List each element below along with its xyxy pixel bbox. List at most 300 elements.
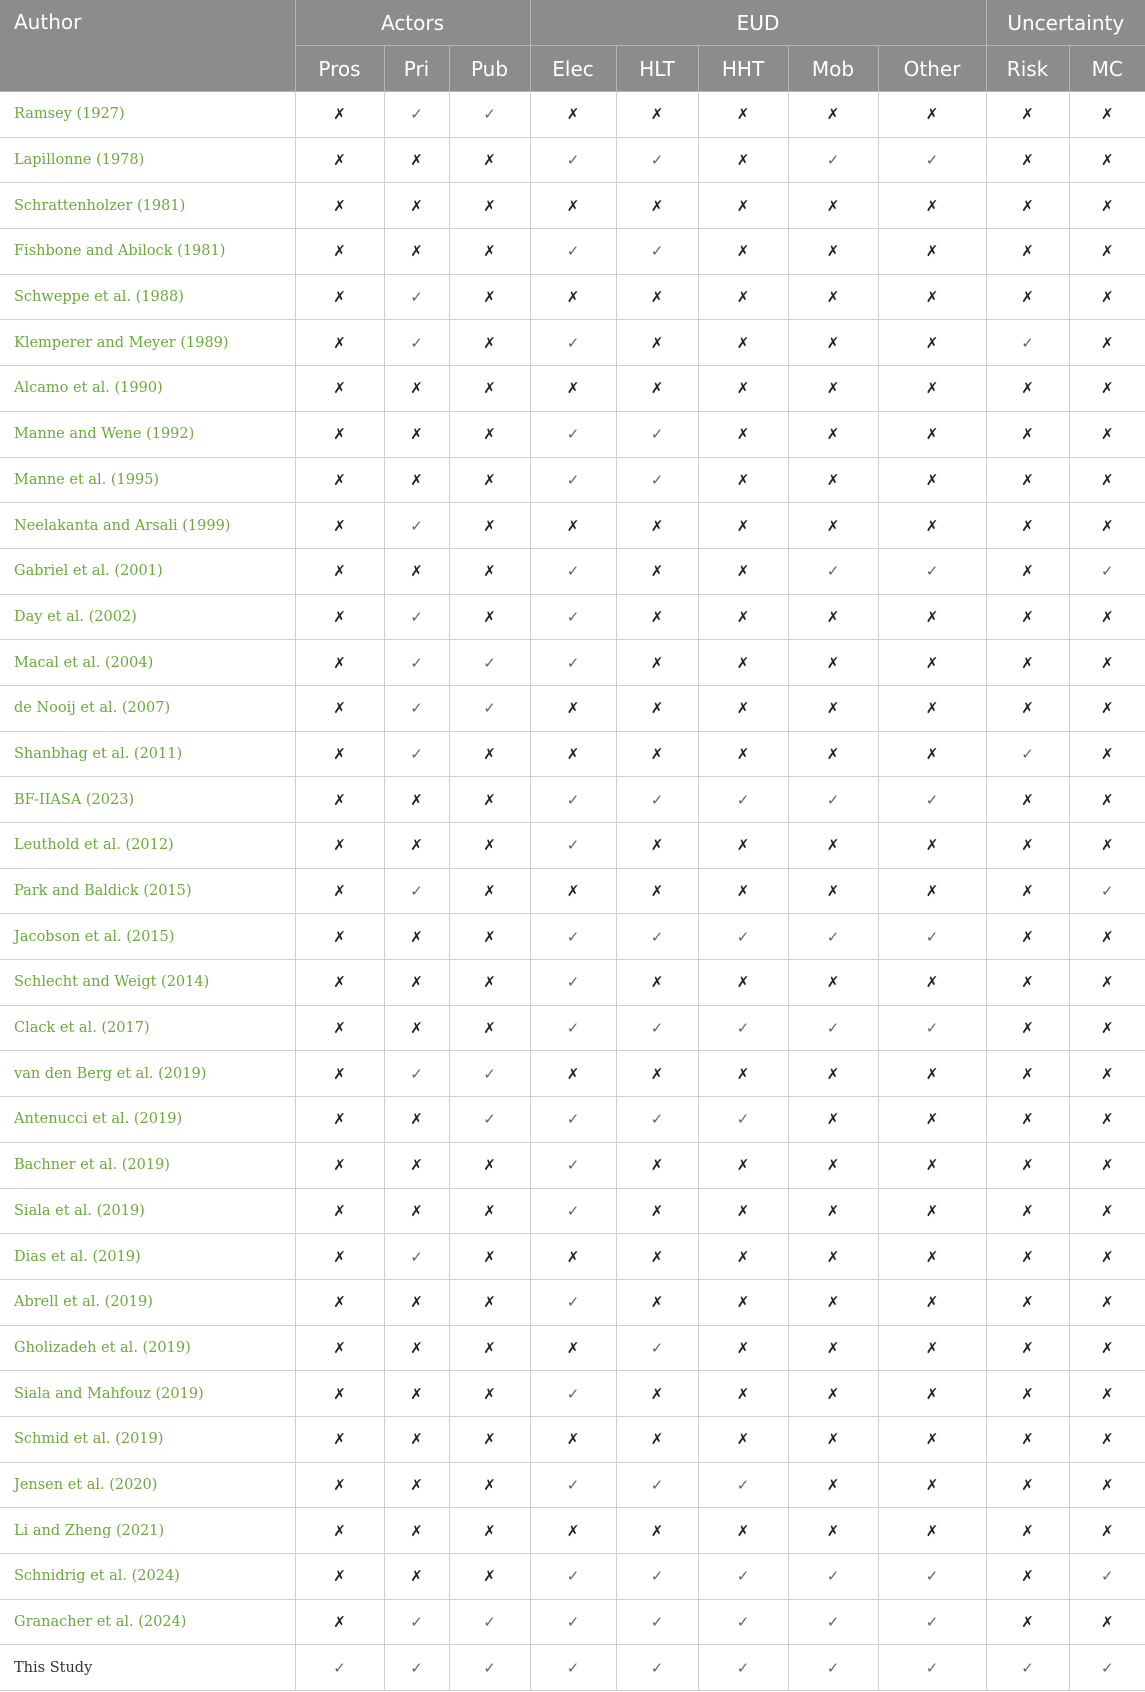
cross-mark-icon-risk: ✗ xyxy=(986,1599,1069,1645)
cross-mark-icon-pros: ✗ xyxy=(295,1554,384,1600)
check-mark-icon-elec: ✓ xyxy=(530,594,616,640)
check-mark-icon-mob: ✓ xyxy=(788,777,878,823)
author-cell[interactable]: Schnidrig et al. (2024) xyxy=(0,1554,295,1600)
table-row xyxy=(0,457,1145,503)
cross-mark-icon-pri: ✗ xyxy=(384,1371,449,1417)
cross-mark-icon-pros: ✗ xyxy=(295,183,384,229)
check-mark-icon-other: ✓ xyxy=(878,1599,986,1645)
cross-mark-icon-mc: ✗ xyxy=(1069,92,1145,138)
cross-mark-icon-pros: ✗ xyxy=(295,1416,384,1462)
author-cell[interactable]: Manne and Wene (1992) xyxy=(0,411,295,457)
cross-mark-icon-pub: ✗ xyxy=(449,1005,530,1051)
cross-mark-icon-hlt: ✗ xyxy=(616,548,698,594)
author-cell[interactable]: Day et al. (2002) xyxy=(0,594,295,640)
cross-mark-icon-hht: ✗ xyxy=(698,183,788,229)
cross-mark-icon-pub: ✗ xyxy=(449,823,530,869)
cross-mark-icon-pub: ✗ xyxy=(449,1508,530,1554)
table-row xyxy=(0,1416,1145,1462)
check-mark-icon-hht: ✓ xyxy=(698,1462,788,1508)
table-row xyxy=(0,777,1145,823)
check-mark-icon-mob: ✓ xyxy=(788,548,878,594)
cross-mark-icon-mc: ✗ xyxy=(1069,1325,1145,1371)
cross-mark-icon-elec: ✗ xyxy=(530,366,616,412)
cross-mark-icon-other: ✗ xyxy=(878,1371,986,1417)
cross-mark-icon-mob: ✗ xyxy=(788,1462,878,1508)
cross-mark-icon-hht: ✗ xyxy=(698,320,788,366)
check-mark-icon-pri: ✓ xyxy=(384,274,449,320)
cross-mark-icon-pros: ✗ xyxy=(295,1097,384,1143)
check-mark-icon-pri: ✓ xyxy=(384,503,449,549)
cross-mark-icon-hlt: ✗ xyxy=(616,594,698,640)
cross-mark-icon-mob: ✗ xyxy=(788,503,878,549)
cross-mark-icon-mc: ✗ xyxy=(1069,731,1145,777)
check-mark-icon-pub: ✓ xyxy=(449,1097,530,1143)
cross-mark-icon-mob: ✗ xyxy=(788,1416,878,1462)
author-cell: This Study xyxy=(0,1645,295,1691)
cross-mark-icon-other: ✗ xyxy=(878,731,986,777)
cross-mark-icon-hht: ✗ xyxy=(698,1188,788,1234)
cross-mark-icon-risk: ✗ xyxy=(986,1097,1069,1143)
cross-mark-icon-mob: ✗ xyxy=(788,640,878,686)
check-mark-icon-elec: ✓ xyxy=(530,229,616,275)
column-header-mc: MC xyxy=(1069,46,1145,92)
cross-mark-icon-mob: ✗ xyxy=(788,411,878,457)
check-mark-icon-mob: ✓ xyxy=(788,1554,878,1600)
cross-mark-icon-pub: ✗ xyxy=(449,1554,530,1600)
check-mark-icon-hlt: ✓ xyxy=(616,1599,698,1645)
check-mark-icon-other: ✓ xyxy=(878,137,986,183)
cross-mark-icon-hht: ✗ xyxy=(698,137,788,183)
cross-mark-icon-pros: ✗ xyxy=(295,914,384,960)
cross-mark-icon-other: ✗ xyxy=(878,411,986,457)
table-row xyxy=(0,1599,1145,1645)
cross-mark-icon-hht: ✗ xyxy=(698,1051,788,1097)
cross-mark-icon-mob: ✗ xyxy=(788,1325,878,1371)
check-mark-icon-pub: ✓ xyxy=(449,640,530,686)
check-mark-icon-pub: ✓ xyxy=(449,1051,530,1097)
cross-mark-icon-mob: ✗ xyxy=(788,1234,878,1280)
check-mark-icon-pri: ✓ xyxy=(384,92,449,138)
cross-mark-icon-mc: ✗ xyxy=(1069,1234,1145,1280)
cross-mark-icon-elec: ✗ xyxy=(530,1325,616,1371)
cross-mark-icon-other: ✗ xyxy=(878,366,986,412)
cross-mark-icon-mc: ✗ xyxy=(1069,1462,1145,1508)
cross-mark-icon-other: ✗ xyxy=(878,92,986,138)
cross-mark-icon-other: ✗ xyxy=(878,183,986,229)
cross-mark-icon-hht: ✗ xyxy=(698,1508,788,1554)
cross-mark-icon-pri: ✗ xyxy=(384,823,449,869)
table-row xyxy=(0,1234,1145,1280)
author-cell[interactable]: Jacobson et al. (2015) xyxy=(0,914,295,960)
cross-mark-icon-other: ✗ xyxy=(878,274,986,320)
cross-mark-icon-mc: ✗ xyxy=(1069,457,1145,503)
check-mark-icon-elec: ✓ xyxy=(530,411,616,457)
cross-mark-icon-hht: ✗ xyxy=(698,1234,788,1280)
author-cell[interactable]: Antenucci et al. (2019) xyxy=(0,1097,295,1143)
check-mark-icon-hlt: ✓ xyxy=(616,914,698,960)
cross-mark-icon-hht: ✗ xyxy=(698,274,788,320)
cross-mark-icon-elec: ✗ xyxy=(530,92,616,138)
cross-mark-icon-pros: ✗ xyxy=(295,1599,384,1645)
author-cell[interactable]: Schlecht and Weigt (2014) xyxy=(0,960,295,1006)
cross-mark-icon-pros: ✗ xyxy=(295,366,384,412)
author-cell[interactable]: Leuthold et al. (2012) xyxy=(0,823,295,869)
cross-mark-icon-hht: ✗ xyxy=(698,92,788,138)
cross-mark-icon-pros: ✗ xyxy=(295,274,384,320)
cross-mark-icon-risk: ✗ xyxy=(986,823,1069,869)
cross-mark-icon-risk: ✗ xyxy=(986,1325,1069,1371)
table-row xyxy=(0,1188,1145,1234)
check-mark-icon-hlt: ✓ xyxy=(616,1005,698,1051)
check-mark-icon-hlt: ✓ xyxy=(616,137,698,183)
uncertainty-group-header: Uncertainty xyxy=(986,0,1145,46)
cross-mark-icon-pri: ✗ xyxy=(384,1416,449,1462)
table-body xyxy=(0,92,1145,1691)
cross-mark-icon-risk: ✗ xyxy=(986,868,1069,914)
cross-mark-icon-pros: ✗ xyxy=(295,1142,384,1188)
cross-mark-icon-pub: ✗ xyxy=(449,548,530,594)
check-mark-icon-pub: ✓ xyxy=(449,92,530,138)
cross-mark-icon-pub: ✗ xyxy=(449,366,530,412)
check-mark-icon-pri: ✓ xyxy=(384,685,449,731)
cross-mark-icon-pub: ✗ xyxy=(449,914,530,960)
cross-mark-icon-hht: ✗ xyxy=(698,1142,788,1188)
cross-mark-icon-mob: ✗ xyxy=(788,274,878,320)
cross-mark-icon-pub: ✗ xyxy=(449,731,530,777)
cross-mark-icon-pri: ✗ xyxy=(384,457,449,503)
cross-mark-icon-hht: ✗ xyxy=(698,731,788,777)
author-cell[interactable]: Jensen et al. (2020) xyxy=(0,1462,295,1508)
cross-mark-icon-elec: ✗ xyxy=(530,183,616,229)
cross-mark-icon-hlt: ✗ xyxy=(616,1051,698,1097)
cross-mark-icon-mc: ✗ xyxy=(1069,1142,1145,1188)
check-mark-icon-pub: ✓ xyxy=(449,1645,530,1691)
cross-mark-icon-pri: ✗ xyxy=(384,777,449,823)
cross-mark-icon-hlt: ✗ xyxy=(616,1142,698,1188)
cross-mark-icon-risk: ✗ xyxy=(986,1051,1069,1097)
cross-mark-icon-mc: ✗ xyxy=(1069,411,1145,457)
check-mark-icon-elec: ✓ xyxy=(530,1005,616,1051)
cross-mark-icon-other: ✗ xyxy=(878,640,986,686)
cross-mark-icon-risk: ✗ xyxy=(986,1279,1069,1325)
cross-mark-icon-mob: ✗ xyxy=(788,183,878,229)
author-cell[interactable]: van den Berg et al. (2019) xyxy=(0,1051,295,1097)
author-cell[interactable]: Bachner et al. (2019) xyxy=(0,1142,295,1188)
author-cell[interactable]: Neelakanta and Arsali (1999) xyxy=(0,503,295,549)
cross-mark-icon-risk: ✗ xyxy=(986,366,1069,412)
check-mark-icon-hlt: ✓ xyxy=(616,411,698,457)
column-header-risk: Risk xyxy=(986,46,1069,92)
author-cell[interactable]: Siala et al. (2019) xyxy=(0,1188,295,1234)
check-mark-icon-elec: ✓ xyxy=(530,1554,616,1600)
cross-mark-icon-pub: ✗ xyxy=(449,960,530,1006)
cross-mark-icon-pri: ✗ xyxy=(384,1142,449,1188)
check-mark-icon-elec: ✓ xyxy=(530,1097,616,1143)
cross-mark-icon-mc: ✗ xyxy=(1069,1097,1145,1143)
cross-mark-icon-pros: ✗ xyxy=(295,1325,384,1371)
cross-mark-icon-mc: ✗ xyxy=(1069,366,1145,412)
author-cell[interactable]: Schrattenholzer (1981) xyxy=(0,183,295,229)
cross-mark-icon-hht: ✗ xyxy=(698,640,788,686)
check-mark-icon-mc: ✓ xyxy=(1069,868,1145,914)
cross-mark-icon-pub: ✗ xyxy=(449,1234,530,1280)
cross-mark-icon-mc: ✗ xyxy=(1069,183,1145,229)
cross-mark-icon-mob: ✗ xyxy=(788,457,878,503)
cross-mark-icon-pros: ✗ xyxy=(295,594,384,640)
cross-mark-icon-elec: ✗ xyxy=(530,868,616,914)
cross-mark-icon-other: ✗ xyxy=(878,823,986,869)
check-mark-icon-pri: ✓ xyxy=(384,1234,449,1280)
check-mark-icon-mc: ✓ xyxy=(1069,1645,1145,1691)
check-mark-icon-other: ✓ xyxy=(878,1645,986,1691)
check-mark-icon-pros: ✓ xyxy=(295,1645,384,1691)
author-cell[interactable]: Fishbone and Abilock (1981) xyxy=(0,229,295,275)
actors-group-header: Actors xyxy=(295,0,530,46)
check-mark-icon-elec: ✓ xyxy=(530,1188,616,1234)
cross-mark-icon-risk: ✗ xyxy=(986,229,1069,275)
cross-mark-icon-mc: ✗ xyxy=(1069,640,1145,686)
cross-mark-icon-other: ✗ xyxy=(878,1462,986,1508)
cross-mark-icon-pri: ✗ xyxy=(384,183,449,229)
cross-mark-icon-mc: ✗ xyxy=(1069,1371,1145,1417)
check-mark-icon-elec: ✓ xyxy=(530,1371,616,1417)
cross-mark-icon-pros: ✗ xyxy=(295,777,384,823)
cross-mark-icon-pri: ✗ xyxy=(384,411,449,457)
cross-mark-icon-mc: ✗ xyxy=(1069,1005,1145,1051)
check-mark-icon-hht: ✓ xyxy=(698,914,788,960)
cross-mark-icon-elec: ✗ xyxy=(530,503,616,549)
cross-mark-icon-mob: ✗ xyxy=(788,685,878,731)
cross-mark-icon-hht: ✗ xyxy=(698,960,788,1006)
check-mark-icon-pri: ✓ xyxy=(384,1645,449,1691)
cross-mark-icon-risk: ✗ xyxy=(986,411,1069,457)
cross-mark-icon-pub: ✗ xyxy=(449,137,530,183)
author-cell[interactable]: Lapillonne (1978) xyxy=(0,137,295,183)
author-cell[interactable]: BF-IIASA (2023) xyxy=(0,777,295,823)
author-cell[interactable]: Schmid et al. (2019) xyxy=(0,1416,295,1462)
cross-mark-icon-pub: ✗ xyxy=(449,1371,530,1417)
cross-mark-icon-other: ✗ xyxy=(878,1416,986,1462)
cross-mark-icon-pros: ✗ xyxy=(295,1508,384,1554)
cross-mark-icon-other: ✗ xyxy=(878,868,986,914)
cross-mark-icon-mob: ✗ xyxy=(788,1097,878,1143)
cross-mark-icon-pros: ✗ xyxy=(295,1462,384,1508)
author-cell[interactable]: Clack et al. (2017) xyxy=(0,1005,295,1051)
cross-mark-icon-pri: ✗ xyxy=(384,366,449,412)
cross-mark-icon-pri: ✗ xyxy=(384,1279,449,1325)
cross-mark-icon-hht: ✗ xyxy=(698,823,788,869)
check-mark-icon-mob: ✓ xyxy=(788,914,878,960)
cross-mark-icon-hlt: ✗ xyxy=(616,1371,698,1417)
author-cell[interactable]: Gabriel et al. (2001) xyxy=(0,548,295,594)
cross-mark-icon-pub: ✗ xyxy=(449,457,530,503)
check-mark-icon-hlt: ✓ xyxy=(616,1462,698,1508)
cross-mark-icon-other: ✗ xyxy=(878,1325,986,1371)
check-mark-icon-mob: ✓ xyxy=(788,1645,878,1691)
check-mark-icon-hht: ✓ xyxy=(698,777,788,823)
check-mark-icon-elec: ✓ xyxy=(530,640,616,686)
cross-mark-icon-mc: ✗ xyxy=(1069,594,1145,640)
column-header-pros: Pros xyxy=(295,46,384,92)
cross-mark-icon-pros: ✗ xyxy=(295,137,384,183)
cross-mark-icon-hlt: ✗ xyxy=(616,640,698,686)
cross-mark-icon-pros: ✗ xyxy=(295,960,384,1006)
cross-mark-icon-mc: ✗ xyxy=(1069,1279,1145,1325)
cross-mark-icon-hlt: ✗ xyxy=(616,960,698,1006)
table-row xyxy=(0,503,1145,549)
cross-mark-icon-mob: ✗ xyxy=(788,1142,878,1188)
cross-mark-icon-other: ✗ xyxy=(878,1279,986,1325)
cross-mark-icon-mc: ✗ xyxy=(1069,137,1145,183)
author-cell[interactable]: Gholizadeh et al. (2019) xyxy=(0,1325,295,1371)
check-mark-icon-hht: ✓ xyxy=(698,1645,788,1691)
cross-mark-icon-hht: ✗ xyxy=(698,366,788,412)
cross-mark-icon-risk: ✗ xyxy=(986,594,1069,640)
table-row xyxy=(0,411,1145,457)
author-cell[interactable]: de Nooij et al. (2007) xyxy=(0,685,295,731)
column-header-mob: Mob xyxy=(788,46,878,92)
table-row xyxy=(0,1142,1145,1188)
cross-mark-icon-risk: ✗ xyxy=(986,548,1069,594)
check-mark-icon-pri: ✓ xyxy=(384,1599,449,1645)
cross-mark-icon-hht: ✗ xyxy=(698,594,788,640)
cross-mark-icon-hlt: ✗ xyxy=(616,366,698,412)
check-mark-icon-other: ✓ xyxy=(878,1005,986,1051)
cross-mark-icon-mc: ✗ xyxy=(1069,1051,1145,1097)
cross-mark-icon-risk: ✗ xyxy=(986,1462,1069,1508)
cross-mark-icon-other: ✗ xyxy=(878,320,986,366)
check-mark-icon-hht: ✓ xyxy=(698,1599,788,1645)
author-cell[interactable]: Abrell et al. (2019) xyxy=(0,1279,295,1325)
cross-mark-icon-mc: ✗ xyxy=(1069,1599,1145,1645)
cross-mark-icon-risk: ✗ xyxy=(986,1234,1069,1280)
cross-mark-icon-mc: ✗ xyxy=(1069,1188,1145,1234)
check-mark-icon-mc: ✓ xyxy=(1069,1554,1145,1600)
cross-mark-icon-other: ✗ xyxy=(878,685,986,731)
author-cell[interactable]: Shanbhag et al. (2011) xyxy=(0,731,295,777)
cross-mark-icon-pros: ✗ xyxy=(295,731,384,777)
cross-mark-icon-pri: ✗ xyxy=(384,1097,449,1143)
cross-mark-icon-hht: ✗ xyxy=(698,685,788,731)
check-mark-icon-hlt: ✓ xyxy=(616,1097,698,1143)
cross-mark-icon-pros: ✗ xyxy=(295,1188,384,1234)
check-mark-icon-hht: ✓ xyxy=(698,1005,788,1051)
cross-mark-icon-mc: ✗ xyxy=(1069,823,1145,869)
eud-group-header: EUD xyxy=(530,0,986,46)
table-row xyxy=(0,274,1145,320)
cross-mark-icon-mc: ✗ xyxy=(1069,503,1145,549)
author-cell[interactable]: Li and Zheng (2021) xyxy=(0,1508,295,1554)
check-mark-icon-hlt: ✓ xyxy=(616,777,698,823)
cross-mark-icon-hht: ✗ xyxy=(698,411,788,457)
cross-mark-icon-mob: ✗ xyxy=(788,1279,878,1325)
table-row xyxy=(0,685,1145,731)
check-mark-icon-hlt: ✓ xyxy=(616,457,698,503)
cross-mark-icon-mob: ✗ xyxy=(788,1051,878,1097)
cross-mark-icon-pub: ✗ xyxy=(449,594,530,640)
cross-mark-icon-pub: ✗ xyxy=(449,183,530,229)
cross-mark-icon-other: ✗ xyxy=(878,457,986,503)
table-row xyxy=(0,594,1145,640)
column-header-elec: Elec xyxy=(530,46,616,92)
author-cell[interactable]: Siala and Mahfouz (2019) xyxy=(0,1371,295,1417)
cross-mark-icon-hlt: ✗ xyxy=(616,503,698,549)
cross-mark-icon-pri: ✗ xyxy=(384,1005,449,1051)
cross-mark-icon-hlt: ✗ xyxy=(616,274,698,320)
author-cell[interactable]: Klemperer and Meyer (1989) xyxy=(0,320,295,366)
cross-mark-icon-hht: ✗ xyxy=(698,1371,788,1417)
cross-mark-icon-pros: ✗ xyxy=(295,1371,384,1417)
cross-mark-icon-mob: ✗ xyxy=(788,594,878,640)
cross-mark-icon-pros: ✗ xyxy=(295,685,384,731)
check-mark-icon-elec: ✓ xyxy=(530,1462,616,1508)
check-mark-icon-hht: ✓ xyxy=(698,1097,788,1143)
cross-mark-icon-elec: ✗ xyxy=(530,1508,616,1554)
cross-mark-icon-pros: ✗ xyxy=(295,1279,384,1325)
check-mark-icon-pri: ✓ xyxy=(384,731,449,777)
author-cell[interactable]: Macal et al. (2004) xyxy=(0,640,295,686)
cross-mark-icon-pub: ✗ xyxy=(449,274,530,320)
cross-mark-icon-mob: ✗ xyxy=(788,366,878,412)
cross-mark-icon-hlt: ✗ xyxy=(616,1279,698,1325)
table-row xyxy=(0,229,1145,275)
check-mark-icon-hlt: ✓ xyxy=(616,1325,698,1371)
cross-mark-icon-hlt: ✗ xyxy=(616,1508,698,1554)
cross-mark-icon-hht: ✗ xyxy=(698,1325,788,1371)
cross-mark-icon-risk: ✗ xyxy=(986,1371,1069,1417)
cross-mark-icon-hht: ✗ xyxy=(698,1279,788,1325)
cross-mark-icon-other: ✗ xyxy=(878,1051,986,1097)
table-row xyxy=(0,731,1145,777)
cross-mark-icon-pros: ✗ xyxy=(295,320,384,366)
table-row xyxy=(0,1554,1145,1600)
cross-mark-icon-pub: ✗ xyxy=(449,1462,530,1508)
cross-mark-icon-pros: ✗ xyxy=(295,640,384,686)
check-mark-icon-elec: ✓ xyxy=(530,1142,616,1188)
cross-mark-icon-mc: ✗ xyxy=(1069,274,1145,320)
cross-mark-icon-risk: ✗ xyxy=(986,1416,1069,1462)
cross-mark-icon-risk: ✗ xyxy=(986,1188,1069,1234)
author-cell[interactable]: Granacher et al. (2024) xyxy=(0,1599,295,1645)
author-cell[interactable]: Dias et al. (2019) xyxy=(0,1234,295,1280)
cross-mark-icon-pros: ✗ xyxy=(295,92,384,138)
cross-mark-icon-pub: ✗ xyxy=(449,411,530,457)
author-cell[interactable]: Park and Baldick (2015) xyxy=(0,868,295,914)
cross-mark-icon-hlt: ✗ xyxy=(616,823,698,869)
cross-mark-icon-other: ✗ xyxy=(878,1097,986,1143)
check-mark-icon-elec: ✓ xyxy=(530,320,616,366)
cross-mark-icon-other: ✗ xyxy=(878,229,986,275)
check-mark-icon-pri: ✓ xyxy=(384,1051,449,1097)
author-cell[interactable]: Manne et al. (1995) xyxy=(0,457,295,503)
cross-mark-icon-risk: ✗ xyxy=(986,960,1069,1006)
table-row xyxy=(0,1371,1145,1417)
cross-mark-icon-hlt: ✗ xyxy=(616,685,698,731)
column-header-hlt: HLT xyxy=(616,46,698,92)
author-cell[interactable]: Alcamo et al. (1990) xyxy=(0,366,295,412)
cross-mark-icon-pros: ✗ xyxy=(295,1005,384,1051)
table-row xyxy=(0,1645,1145,1691)
cross-mark-icon-pros: ✗ xyxy=(295,457,384,503)
cross-mark-icon-pros: ✗ xyxy=(295,229,384,275)
cross-mark-icon-pros: ✗ xyxy=(295,868,384,914)
author-cell[interactable]: Ramsey (1927) xyxy=(0,92,295,138)
cross-mark-icon-mc: ✗ xyxy=(1069,1416,1145,1462)
check-mark-icon-elec: ✓ xyxy=(530,914,616,960)
author-cell[interactable]: Schweppe et al. (1988) xyxy=(0,274,295,320)
cross-mark-icon-elec: ✗ xyxy=(530,1051,616,1097)
cross-mark-icon-hlt: ✗ xyxy=(616,1416,698,1462)
